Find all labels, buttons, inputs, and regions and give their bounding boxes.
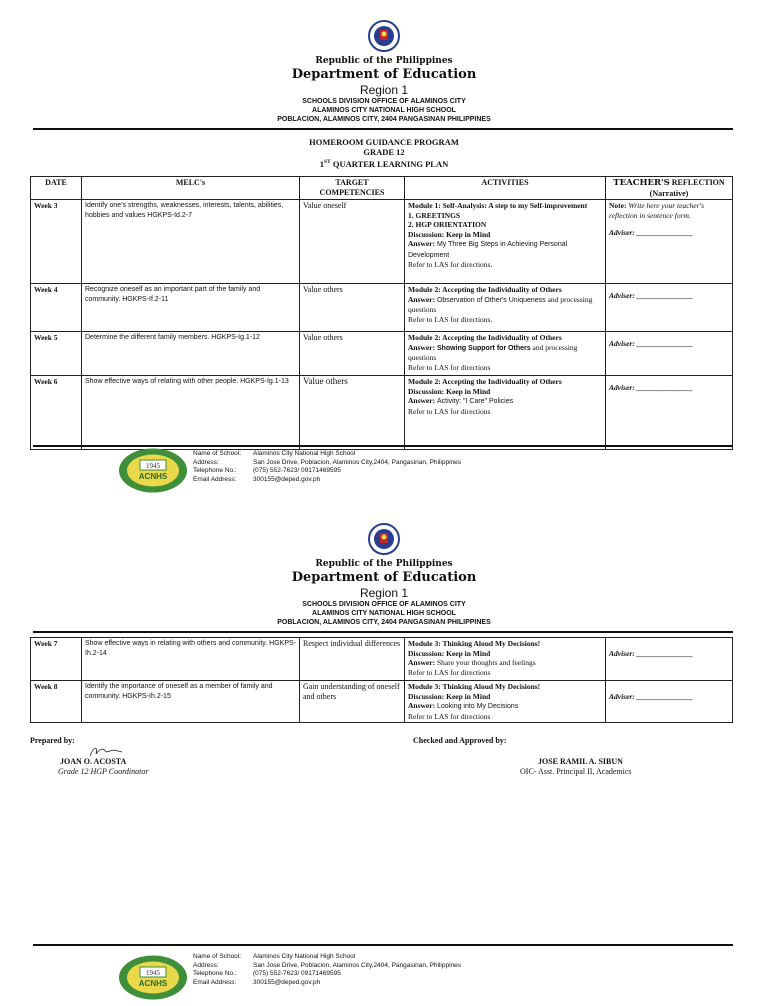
department-title: Department of Education bbox=[291, 570, 477, 585]
prepared-title: Grade 12 HGP Coordinator bbox=[58, 767, 149, 776]
checked-label: Checked and Approved by: bbox=[413, 736, 507, 745]
logo-acronym-text: ACNHS bbox=[138, 472, 168, 481]
table-header-row bbox=[31, 177, 733, 200]
table-row bbox=[31, 332, 733, 376]
reflection-cell: Note: Write here your teacher's reflection in sentence form. Adviser: _______________ bbox=[606, 200, 733, 284]
melc-cell: Show effective ways in relating with others and community. HGKPS-Ih.2-14 bbox=[82, 638, 300, 681]
region-text: Region 1 bbox=[359, 83, 409, 97]
melc-header: MELC's bbox=[82, 177, 300, 200]
republic-text: Republic of the Philippines bbox=[315, 559, 453, 569]
target-cell: Value others bbox=[300, 332, 405, 376]
date-cell: Week 6 bbox=[31, 376, 82, 450]
target-cell: Value others bbox=[300, 376, 405, 450]
region-text: Region 1 bbox=[359, 586, 409, 600]
table-row bbox=[31, 284, 733, 332]
reflection-header: TEACHER'S REFLECTION (Narrative) bbox=[606, 177, 733, 200]
reflection-cell: Adviser: _______________ bbox=[606, 376, 733, 450]
melc-cell: Show effective ways of relating with other people. HGKPS-Ig.1-13 bbox=[82, 376, 300, 450]
table-row bbox=[31, 638, 733, 681]
division-text: SCHOOLS DIVISION OFFICE OF ALAMINOS CITY bbox=[302, 601, 466, 608]
table-bottom-rule bbox=[33, 445, 733, 447]
header-rule bbox=[33, 128, 733, 130]
date-cell: Week 5 bbox=[31, 332, 82, 376]
melc-cell: Recognize oneself as an important part of the family and community. HGKPS-If.2-11 bbox=[82, 284, 300, 332]
prepared-name: JOAN O. ACOSTA bbox=[60, 757, 127, 766]
target-cell: Value oneself bbox=[300, 200, 405, 284]
date-cell: Week 7 bbox=[31, 638, 82, 681]
target-cell: Gain understanding of oneself and others bbox=[300, 681, 405, 723]
program-title: HOMEROOM GUIDANCE PROGRAM bbox=[309, 137, 459, 147]
melc-cell: Identify one's strengths, weaknesses, interests, talents, abilities, hobbies and values HGKPS-Id.2-7 bbox=[82, 200, 300, 284]
reflection-cell: Adviser: _______________ bbox=[606, 332, 733, 376]
table-row bbox=[31, 376, 733, 450]
republic-text: Republic of the Philippines bbox=[315, 56, 453, 66]
checked-name: JOSE RAMIL A. SIBUN bbox=[538, 757, 623, 766]
target-cell: Value others bbox=[300, 284, 405, 332]
deped-seal bbox=[368, 523, 400, 555]
reflection-cell: Adviser: _______________ bbox=[606, 638, 733, 681]
footer-info: Name of School: Alaminos City National High School Address: San Jose Drive, Poblacion, Alaminos City,2404, Pangasinan, Philippines Telephone No.: (075) 552-7623/ 09171469595 Email Address: 300155@deped.gov.ph bbox=[193, 953, 461, 986]
reflection-cell: Adviser: _______________ bbox=[606, 284, 733, 332]
activities-cell: Module 3: Thinking Aloud My Decisions! Discussion: Keep in Mind Answer: Looking into My Decisions Refer to LAS for directions bbox=[405, 681, 606, 723]
school-logo bbox=[118, 448, 188, 493]
activities-cell: Module 2: Accepting the Individuality of Others Discussion: Keep in Mind Answer: Activity: "I Care" Policies Refer to LAS for directions bbox=[405, 376, 606, 450]
learning-plan-table-1 bbox=[30, 176, 733, 450]
address-text: POBLACION, ALAMINOS CITY, 2404 PANGASINAN PHILIPPINES bbox=[277, 619, 491, 626]
date-header: DATE bbox=[31, 177, 82, 200]
table-row bbox=[31, 200, 733, 284]
date-cell: Week 8 bbox=[31, 681, 82, 723]
activities-cell: Module 3: Thinking Aloud My Decisions! Discussion: Keep in Mind Answer: Share your thoughts and feelings Refer to LAS for directions bbox=[405, 638, 606, 681]
logo-acronym-text: ACNHS bbox=[138, 979, 168, 988]
melc-cell: Determine the different family members. HGKPS-Ig.1-12 bbox=[82, 332, 300, 376]
table-row bbox=[31, 681, 733, 723]
learning-plan-table-2 bbox=[30, 637, 733, 723]
signature-mark bbox=[88, 744, 128, 758]
date-cell: Week 4 bbox=[31, 284, 82, 332]
logo-year-text: 1945 bbox=[146, 969, 160, 977]
deped-seal bbox=[368, 20, 400, 52]
melc-cell: Identify the importance of oneself as a member of family and community. HGKPS-Ih.2-15 bbox=[82, 681, 300, 723]
activities-cell: Module 2: Accepting the Individuality of Others Answer: Showing Support for Others and processing questions Refer to LAS for directions bbox=[405, 332, 606, 376]
school-text: ALAMINOS CITY NATIONAL HIGH SCHOOL bbox=[312, 107, 456, 114]
target-header: TARGET COMPETENCIES bbox=[300, 177, 405, 200]
activities-cell: Module 1: Self-Analysis: A step to my Self-improvement 1. GREETINGS 2. HGP ORIENTATION Discussion: Keep in Mind Answer: My Three Big Steps in Achieving Personal Development Refer to LAS for directions. bbox=[405, 200, 606, 284]
footer-rule bbox=[33, 944, 733, 946]
activities-header: ACTIVITIES bbox=[405, 177, 606, 200]
program-grade: GRADE 12 bbox=[363, 147, 405, 157]
target-cell: Respect individual differences bbox=[300, 638, 405, 681]
prepared-label: Prepared by: bbox=[30, 736, 75, 745]
date-cell: Week 3 bbox=[31, 200, 82, 284]
checked-title: OIC- Asst. Principal II, Academics bbox=[520, 767, 632, 776]
school-logo bbox=[118, 955, 188, 1000]
logo-year-text: 1945 bbox=[146, 462, 160, 470]
footer-info: Name of School: Alaminos City National High School Address: San Jose Drive, Poblacion, Alaminos City,2404, Pangasinan, Philippines Telephone No.: (075) 552-7623/ 09171469595 Email Address: 300155@deped.gov.ph bbox=[193, 450, 461, 483]
department-title: Department of Education bbox=[291, 67, 477, 82]
reflection-cell: Adviser: _______________ bbox=[606, 681, 733, 723]
division-text: SCHOOLS DIVISION OFFICE OF ALAMINOS CITY bbox=[302, 98, 466, 105]
program-quarter: 1ST QUARTER LEARNING PLAN bbox=[319, 158, 449, 169]
school-text: ALAMINOS CITY NATIONAL HIGH SCHOOL bbox=[312, 610, 456, 617]
activities-cell: Module 2: Accepting the Individuality of Others Answer: Observation of Other's Uniqueness and processing questions Refer to LAS for directions. bbox=[405, 284, 606, 332]
address-text: POBLACION, ALAMINOS CITY, 2404 PANGASINAN PHILIPPINES bbox=[277, 116, 491, 123]
header-rule bbox=[33, 631, 733, 633]
